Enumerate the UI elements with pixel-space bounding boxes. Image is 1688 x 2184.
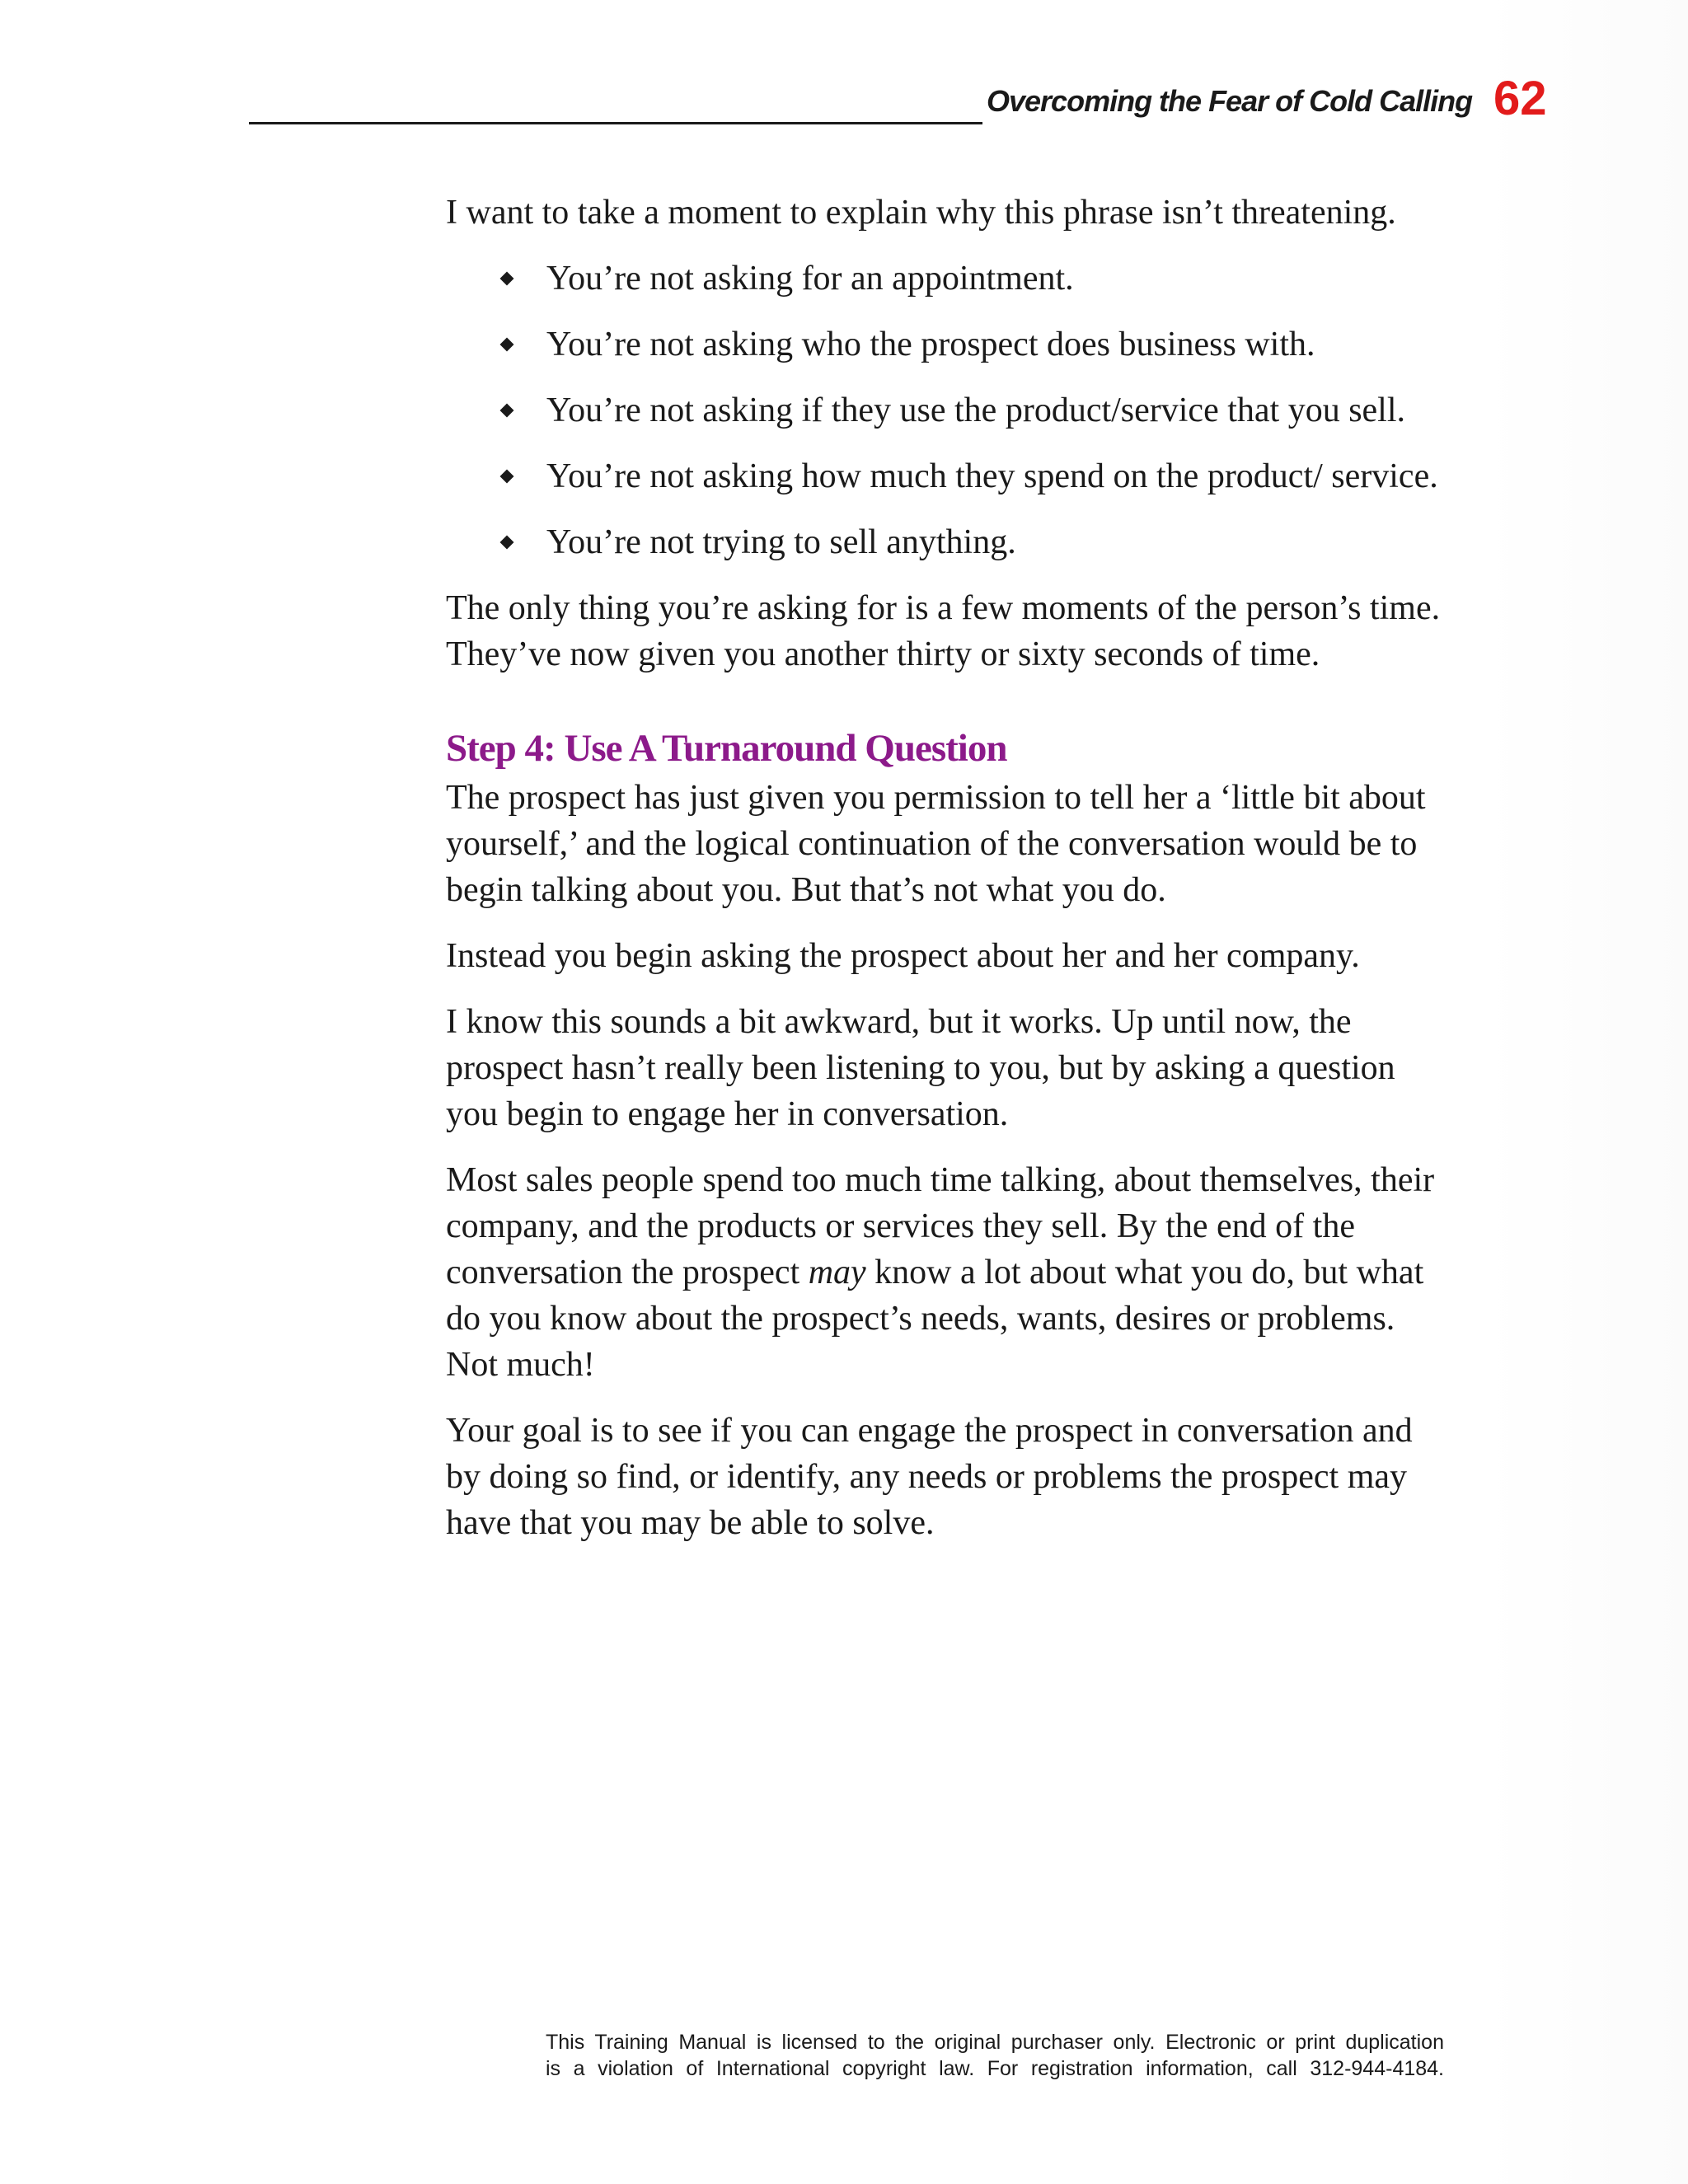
footer-line: is a violation of International copyright law. For registration information, call 312-944-4184.	[546, 2057, 1444, 2080]
list-item-text: You’re not asking how much they spend on the product/ service.	[546, 457, 1438, 495]
chapter-title: Overcoming the Fear of Cold Calling	[987, 84, 1473, 118]
copyright-footer	[546, 2029, 1444, 2082]
list-item	[446, 321, 1451, 368]
section-paragraph-4	[446, 1157, 1451, 1388]
header-rule	[249, 122, 982, 124]
paragraph-text: Most sales people spend too much time talking, about themselves, their company, and the products or services they sell. By the end of the conversation the prospect	[446, 1161, 1435, 1291]
section-paragraph-1: The prospect has just given you permission to tell her a ‘little bit about yourself,’ and the logical continuation of the conversation would be to begin talking about you. But that’s not what you do.	[446, 779, 1426, 909]
paragraph-text: know a lot about what you do, but what do you know about the prospect’s needs, wants, desires or problems. Not much!	[446, 1254, 1424, 1384]
section-paragraph-5: Your goal is to see if you can engage the prospect in conversation and by doing so find, or identify, any needs or problems the prospect may have that you may be able to solve.	[446, 1412, 1413, 1542]
list-item	[446, 519, 1451, 565]
diamond-bullet-icon	[500, 536, 514, 550]
section-paragraph-2: Instead you begin asking the prospect about her and her company.	[446, 937, 1360, 975]
section-paragraph-3: I know this sounds a bit awkward, but it works. Up until now, the prospect hasn’t really been listening to you, but by asking a question you begin to engage her in conversation.	[446, 1003, 1395, 1133]
summary-paragraph: The only thing you’re asking for is a few moments of the person’s time. They’ve now given you another thirty or sixty seconds of time.	[446, 589, 1441, 673]
diamond-bullet-icon	[500, 404, 514, 418]
list-item	[446, 453, 1451, 499]
list-item-text: You’re not trying to sell anything.	[546, 523, 1016, 561]
emphasis-text: may	[808, 1254, 866, 1291]
list-item	[446, 387, 1451, 434]
diamond-bullet-icon	[500, 272, 514, 286]
bullet-list	[446, 255, 1451, 565]
list-item-text: You’re not asking for an appointment.	[546, 260, 1074, 298]
list-item-text: You’re not asking if they use the product/service that you sell.	[546, 391, 1406, 429]
list-item-text: You’re not asking who the prospect does business with.	[546, 326, 1315, 363]
diamond-bullet-icon	[500, 338, 514, 352]
intro-paragraph: I want to take a moment to explain why this phrase isn’t threatening.	[446, 194, 1396, 232]
footer-line: This Training Manual is licensed to the original purchaser only. Electronic or print duplication	[546, 2031, 1444, 2054]
running-header	[249, 72, 1568, 137]
page-number: 62	[1493, 72, 1547, 125]
list-item	[446, 255, 1451, 302]
section-heading: Step 4: Use A Turnaround Question	[446, 727, 1007, 770]
diamond-bullet-icon	[500, 470, 514, 484]
body-text	[446, 190, 1451, 1566]
